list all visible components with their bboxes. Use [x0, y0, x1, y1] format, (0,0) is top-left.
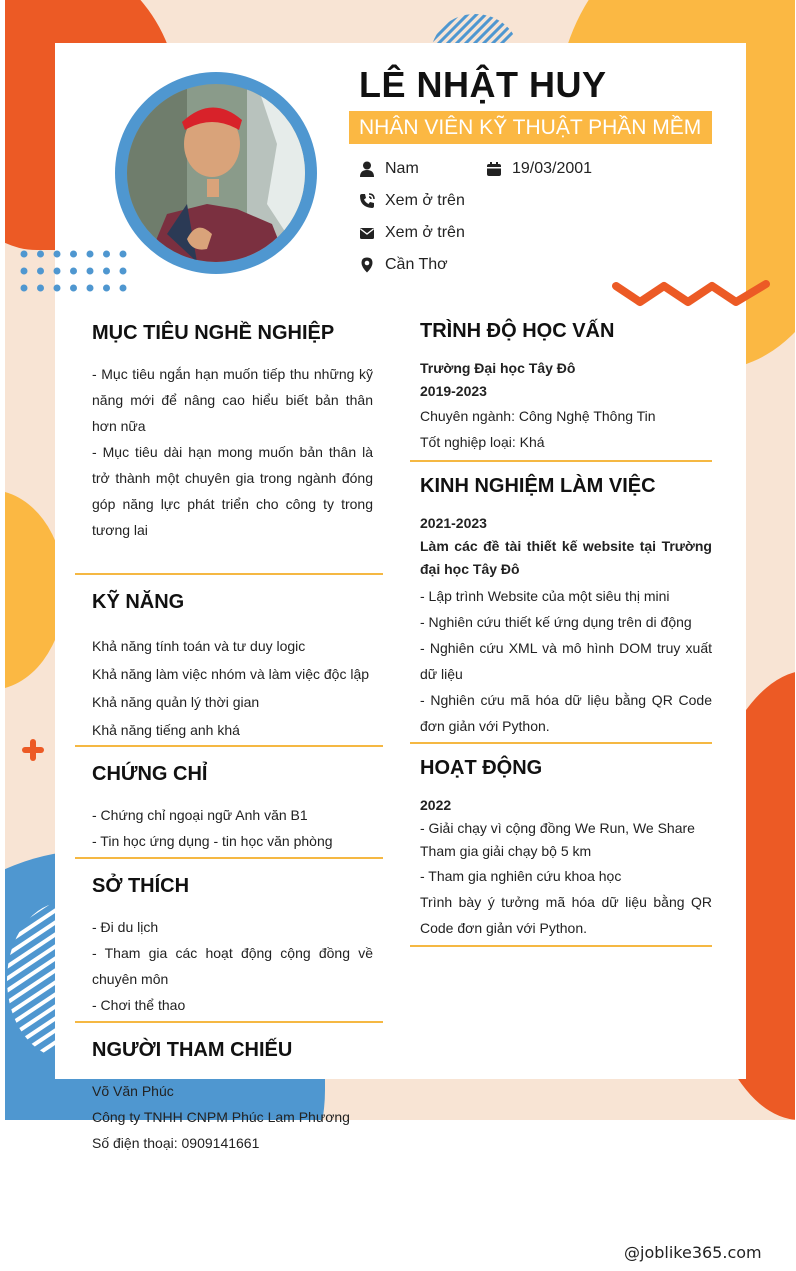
zigzag-decoration: [612, 278, 772, 310]
education-title: TRÌNH ĐỘ HỌC VẤN: [420, 320, 615, 342]
hobby-item: - Chơi thể thao: [92, 997, 186, 1013]
divider: [75, 745, 383, 747]
profile-photo: [127, 84, 305, 262]
email-value: Xem ở trên: [385, 224, 465, 241]
job-title: NHÂN VIÊN KỸ THUẬT PHẦN MỀM: [349, 111, 712, 144]
divider: [75, 1021, 383, 1023]
skills-title: KỸ NĂNG: [92, 591, 185, 613]
gender-value: Nam: [385, 160, 419, 177]
divider: [410, 945, 712, 947]
user-icon: [359, 161, 375, 177]
references-title: NGƯỜI THAM CHIẾU: [92, 1039, 293, 1061]
activities-line: - Tham gia nghiên cứu khoa học: [420, 868, 622, 884]
activities-section: [420, 757, 712, 941]
info-address: [359, 256, 448, 274]
reference-name: Võ Văn Phúc: [92, 1083, 174, 1099]
education-years: 2019-2023: [420, 383, 487, 399]
phone-icon: [359, 193, 375, 209]
hobby-item: - Tham gia các hoạt động cộng đồng về chuyên môn: [92, 945, 373, 987]
experience-role: Làm các đề tài thiết kế website tại Trường đại học Tây Đô: [420, 538, 712, 577]
certificate-item: - Tin học ứng dụng - tin học văn phòng: [92, 833, 333, 849]
experience-years: 2021-2023: [420, 515, 487, 531]
skill-item: Khả năng tính toán và tư duy logic: [92, 638, 306, 654]
skill-item: Khả năng quản lý thời gian: [92, 694, 260, 710]
skills-section: [92, 591, 373, 744]
envelope-icon: [359, 225, 375, 241]
activities-line: Trình bày ý tưởng mã hóa dữ liệu bằng QR Code đơn giản với Python.: [420, 894, 712, 936]
candidate-name: LÊ NHẬT HUY: [359, 64, 607, 105]
info-phone: [359, 192, 465, 210]
references-section: [92, 1039, 392, 1156]
activities-line: Tham gia giải chạy bộ 5 km: [420, 843, 592, 859]
info-dob: [486, 160, 592, 178]
activities-line: - Giải chạy vì cộng đồng We Run, We Share: [420, 820, 695, 836]
education-grade: Tốt nghiệp loại: Khá: [420, 434, 545, 450]
objective-short-term: - Mục tiêu ngắn hạn muốn tiếp thu những kỹ năng mới để nâng cao hiểu biết bản thân hơn nữa: [92, 366, 373, 434]
skill-item: Khả năng tiếng anh khá: [92, 722, 240, 738]
objective-title: MỤC TIÊU NGHỀ NGHIỆP: [92, 322, 335, 344]
reference-phone: Số điện thoại: 0909141661: [92, 1135, 260, 1151]
hobbies-section: [92, 875, 373, 1018]
info-gender: [359, 160, 419, 178]
objective-long-term: - Mục tiêu dài hạn mong muốn bản thân là trở thành một chuyên gia trong ngành đóng góp năng lực phát triển cho công ty trong tương lai: [92, 444, 373, 538]
reference-company: Công ty TNHH CNPM Phúc Lam Phương: [92, 1109, 350, 1125]
stripes-top-center: [430, 12, 520, 44]
experience-section: [420, 475, 712, 739]
divider: [410, 742, 712, 744]
dob-value: 19/03/2001: [512, 160, 593, 177]
education-section: [420, 320, 712, 455]
skill-item: Khả năng làm việc nhóm và làm việc độc lập: [92, 666, 370, 682]
objective-section: [92, 322, 373, 543]
experience-title: KINH NGHIỆM LÀM VIỆC: [420, 475, 656, 497]
hobby-item: - Đi du lịch: [92, 919, 159, 935]
divider: [410, 460, 712, 462]
activities-year: 2022: [420, 797, 452, 813]
dot-grid-decoration: [20, 250, 130, 292]
divider: [75, 857, 383, 859]
avatar: [127, 84, 305, 262]
hobbies-title: SỞ THÍCH: [92, 875, 190, 897]
education-school: Trường Đại học Tây Đô: [420, 360, 576, 376]
certificates-title: CHỨNG CHỈ: [92, 763, 208, 785]
experience-item: - Lập trình Website của một siêu thị mini: [420, 588, 670, 604]
info-email: [359, 224, 465, 242]
watermark: @joblike365.com: [624, 1243, 762, 1262]
phone-value: Xem ở trên: [385, 192, 465, 209]
plus-decoration: [21, 738, 45, 762]
certificates-section: [92, 763, 373, 854]
map-pin-icon: [359, 257, 375, 273]
calendar-icon: [486, 161, 502, 177]
certificate-item: - Chứng chỉ ngoại ngữ Anh văn B1: [92, 807, 308, 823]
address-value: Cần Thơ: [385, 256, 448, 273]
experience-item: - Nghiên cứu XML và mô hình DOM truy xuất dữ liệu: [420, 640, 712, 682]
divider: [75, 573, 383, 575]
experience-item: - Nghiên cứu thiết kế ứng dụng trên di động: [420, 614, 692, 630]
activities-title: HOẠT ĐỘNG: [420, 757, 543, 779]
education-major: Chuyên ngành: Công Nghệ Thông Tin: [420, 408, 656, 424]
experience-item: - Nghiên cứu mã hóa dữ liệu bằng QR Code đơn giản với Python.: [420, 692, 712, 734]
avatar-frame: [115, 72, 317, 274]
